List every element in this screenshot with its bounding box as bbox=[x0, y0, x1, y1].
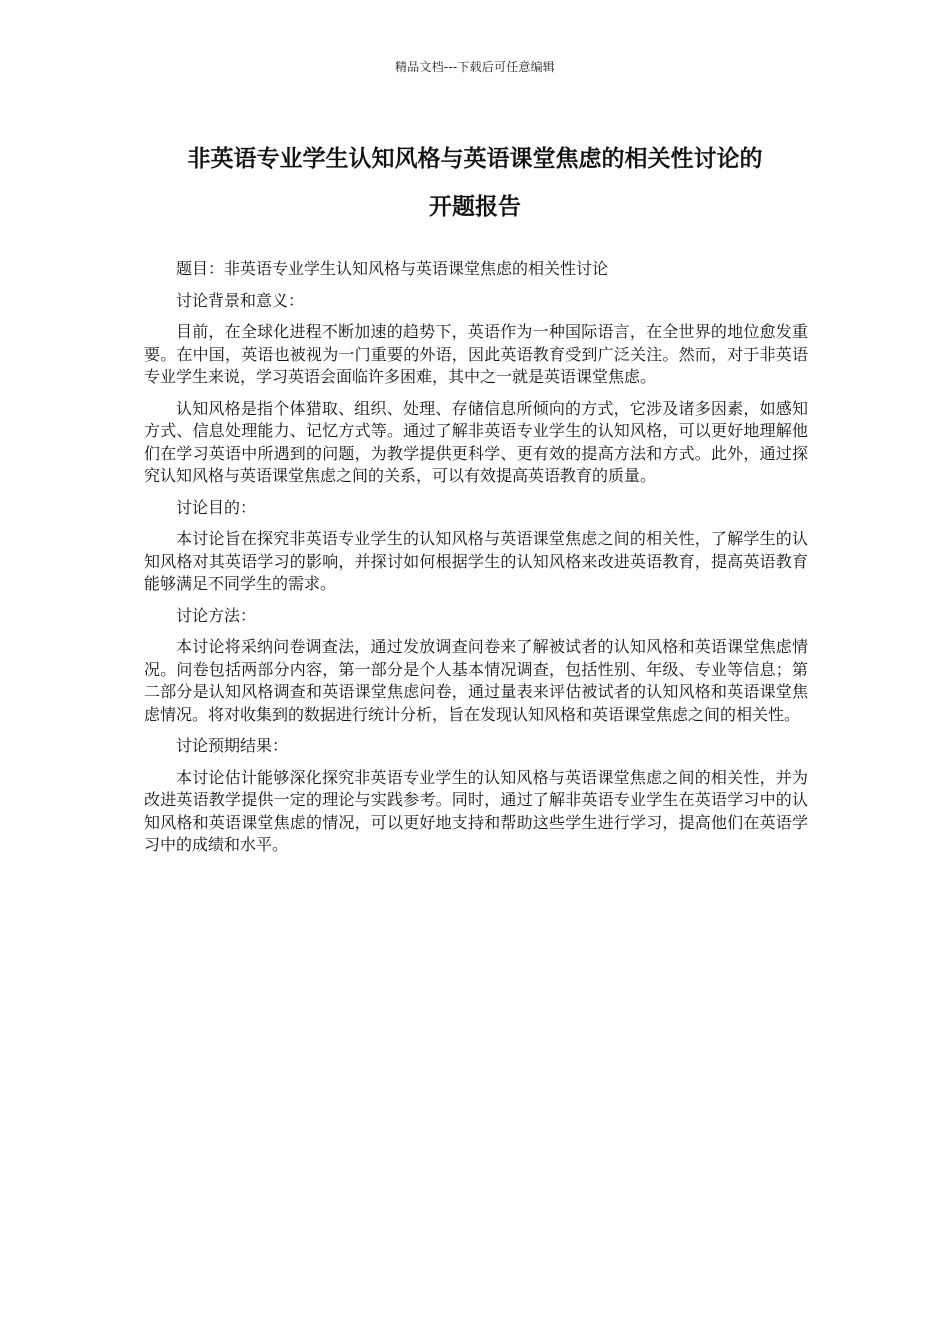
topic-line: 题目：非英语专业学生认知风格与英语课堂焦虑的相关性讨论 bbox=[176, 259, 609, 278]
section-heading-expected-results: 讨论预期结果： bbox=[176, 736, 289, 755]
section-heading-background: 讨论背景和意义： bbox=[176, 290, 305, 310]
header-note: 精品文档---下载后可任意编辑 bbox=[395, 60, 555, 74]
document-title-line-1: 非英语专业学生认知风格与英语课堂焦虑的相关性讨论的 bbox=[187, 146, 763, 172]
paragraph-background-1: 目前，在全球化进程不断加速的趋势下，英语作为一种国际语言，在全世界的地位愈发重要。在中国，英语也被视为一门重要的外语，因此英语教育受到广泛关注。然而，对于非英语专业学生来说，学习英语会面临许多困难，其中之一就是英语课堂焦虑。 bbox=[144, 322, 808, 386]
paragraph-method: 本讨论将采纳问卷调查法，通过发放调查问卷来了解被试者的认知风格和英语课堂焦虑情况。问卷包括两部分内容，第一部分是个人基本情况调查，包括性别、年级、专业等信息；第二部分是认知风格调查和英语课堂焦虑问卷，通过量表来评估被试者的认知风格和英语课堂焦虑情况。将对收集到的数据进行统计分析，旨在发现认知风格和英语课堂焦虑之间的相关性。 bbox=[144, 637, 808, 724]
paragraph-expected-results: 本讨论估计能够深化探究非英语专业学生的认知风格与英语课堂焦虑之间的相关性，并为改进英语教学提供一定的理论与实践参考。同时，通过了解非英语专业学生在英语学习中的认知风格和英语课堂焦虑的情况，可以更好地支持和帮助这些学生进行学习，提高他们在英语学习中的成绩和水平。 bbox=[144, 767, 808, 854]
section-heading-purpose: 讨论目的： bbox=[176, 497, 257, 517]
paragraph-background-2: 认知风格是指个体猎取、组织、处理、存储信息所倾向的方式，它涉及诸多因素，如感知方式、信息处理能力、记忆方式等。通过了解非英语专业学生的认知风格，可以更好地理解他们在学习英语中所遇到的问题，为教学提供更科学、更有效的提高方法和方式。此外，通过探究认知风格与英语课堂焦虑之间的关系，可以有效提高英语教育的质量。 bbox=[144, 398, 808, 485]
document-title-line-2: 开题报告 bbox=[429, 194, 521, 220]
section-heading-method: 讨论方法： bbox=[176, 605, 257, 625]
paragraph-purpose: 本讨论旨在探究非英语专业学生的认知风格与英语课堂焦虑之间的相关性，了解学生的认知风格对其英语学习的影响，并探讨如何根据学生的认知风格来改进英语教育，提高英语教育能够满足不同学生的需求。 bbox=[144, 529, 808, 593]
document-body bbox=[144, 258, 808, 866]
